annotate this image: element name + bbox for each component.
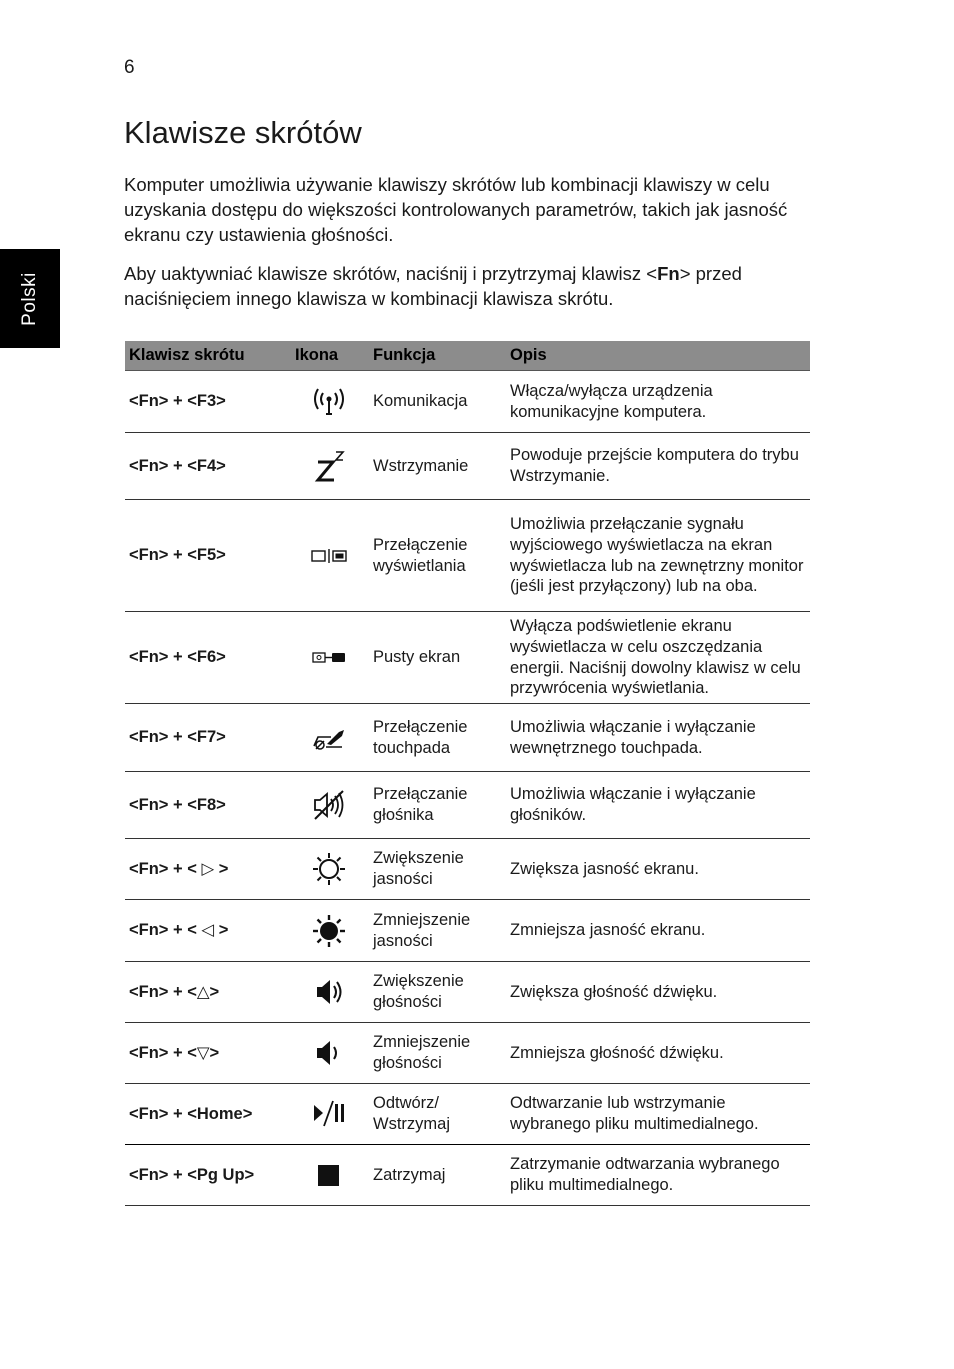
hotkey-cell: <Fn> + <F5> [125,500,289,612]
function-cell: Zmniejszenie głośności [369,1023,506,1084]
brightness-down-icon [309,913,349,949]
function-cell: Przełączanie głośnika [369,772,506,839]
function-cell: Zwiększenie jasności [369,839,506,900]
function-cell: Komunikacja [369,371,506,433]
function-cell: Zmniejszenie jasności [369,900,506,962]
speaker-mute-icon [309,787,349,823]
hotkey-cell: <Fn> + <▽> [125,1023,289,1084]
header-function: Funkcja [369,341,506,371]
table-row [125,900,810,962]
screen-blank-icon [309,640,349,676]
language-side-tab [0,249,60,348]
description-cell: Wyłącza podświetlenie ekranu wyświetlacza w celu oszczędzania energii. Naciśnij dowolny klawisz w celu przywrócenia wyświetlania. [506,612,810,704]
description-cell: Umożliwia włączanie i wyłączanie wewnętrznego touchpada. [506,704,810,772]
hotkey-cell: <Fn> + < ◁ > [125,900,289,962]
fn-key-label: Fn [657,263,680,284]
volume-down-icon [309,1035,349,1071]
hotkey-cell: <Fn> + <F3> [125,371,289,433]
function-cell: Zatrzymaj [369,1145,506,1206]
play-pause-icon [309,1096,349,1132]
hotkey-cell: <Fn> + <Home> [125,1084,289,1145]
brightness-up-icon [309,851,349,887]
hotkey-cell: <Fn> + <△> [125,962,289,1023]
function-cell: Przełączenie touchpada [369,704,506,772]
display-toggle-icon [309,538,349,574]
table-row [125,962,810,1023]
table-row [125,1084,810,1145]
hotkey-cell: <Fn> + < ▷ > [125,839,289,900]
hotkey-cell: <Fn> + <F8> [125,772,289,839]
description-cell: Zwiększa głośność dźwięku. [506,962,810,1023]
volume-up-icon [309,974,349,1010]
description-cell: Zwiększa jasność ekranu. [506,839,810,900]
function-cell: Przełączenie wyświetlania [369,500,506,612]
description-cell: Włącza/wyłącza urządzenia komunikacyjne komputera. [506,371,810,433]
table-row [125,433,810,500]
hotkey-cell: <Fn> + <Pg Up> [125,1145,289,1206]
instruction-text-after: > przed naciśnięciem innego klawisza w kombinacji klawisza skrótu. [124,263,742,309]
table-row [125,1023,810,1084]
header-description: Opis [506,341,810,371]
instruction-paragraph [124,261,814,311]
function-cell: Odtwórz/ Wstrzymaj [369,1084,506,1145]
page-title: Klawisze skrótów [124,115,362,150]
language-label: Polski [19,271,40,326]
instruction-text-before: Aby uaktywniać klawisze skrótów, naciśnij i przytrzymaj klawisz < [124,263,658,284]
table-header-row [125,341,810,371]
table-row [125,1145,810,1206]
table-row [125,371,810,433]
page-number: 6 [124,57,135,78]
description-cell: Zatrzymanie odtwarzania wybranego pliku multimedialnego. [506,1145,810,1206]
hotkey-cell: <Fn> + <F7> [125,704,289,772]
description-cell: Odtwarzanie lub wstrzymanie wybranego pliku multimedialnego. [506,1084,810,1145]
sleep-zz-icon [309,448,349,484]
touchpad-toggle-icon [309,720,349,756]
table-row [125,839,810,900]
wireless-icon [309,384,349,420]
description-cell: Powoduje przejście komputera do trybu Wstrzymanie. [506,433,810,500]
description-cell: Zmniejsza jasność ekranu. [506,900,810,962]
header-icon: Ikona [289,341,369,371]
hotkey-table [125,341,810,1206]
description-cell: Umożliwia przełączanie sygnału wyjściowego wyświetlacza na ekran wyświetlacza lub na zewnętrzny monitor (jeśli jest przyłączony) lub na oba. [506,500,810,612]
description-cell: Zmniejsza głośność dźwięku. [506,1023,810,1084]
function-cell: Wstrzymanie [369,433,506,500]
hotkey-cell: <Fn> + <F4> [125,433,289,500]
table-row [125,772,810,839]
function-cell: Zwiększenie głośności [369,962,506,1023]
intro-paragraph: Komputer umożliwia używanie klawiszy skrótów lub kombinacji klawiszy w celu uzyskania dostępu do większości kontrolowanych parametrów, takich jak jasność ekranu czy ustawienia głośności. [124,174,788,245]
stop-icon [309,1157,349,1193]
hotkey-cell: <Fn> + <F6> [125,612,289,704]
table-row [125,612,810,704]
function-cell: Pusty ekran [369,612,506,704]
header-hotkey: Klawisz skrótu [125,341,289,371]
table-row [125,500,810,612]
table-row [125,704,810,772]
description-cell: Umożliwia włączanie i wyłączanie głośników. [506,772,810,839]
